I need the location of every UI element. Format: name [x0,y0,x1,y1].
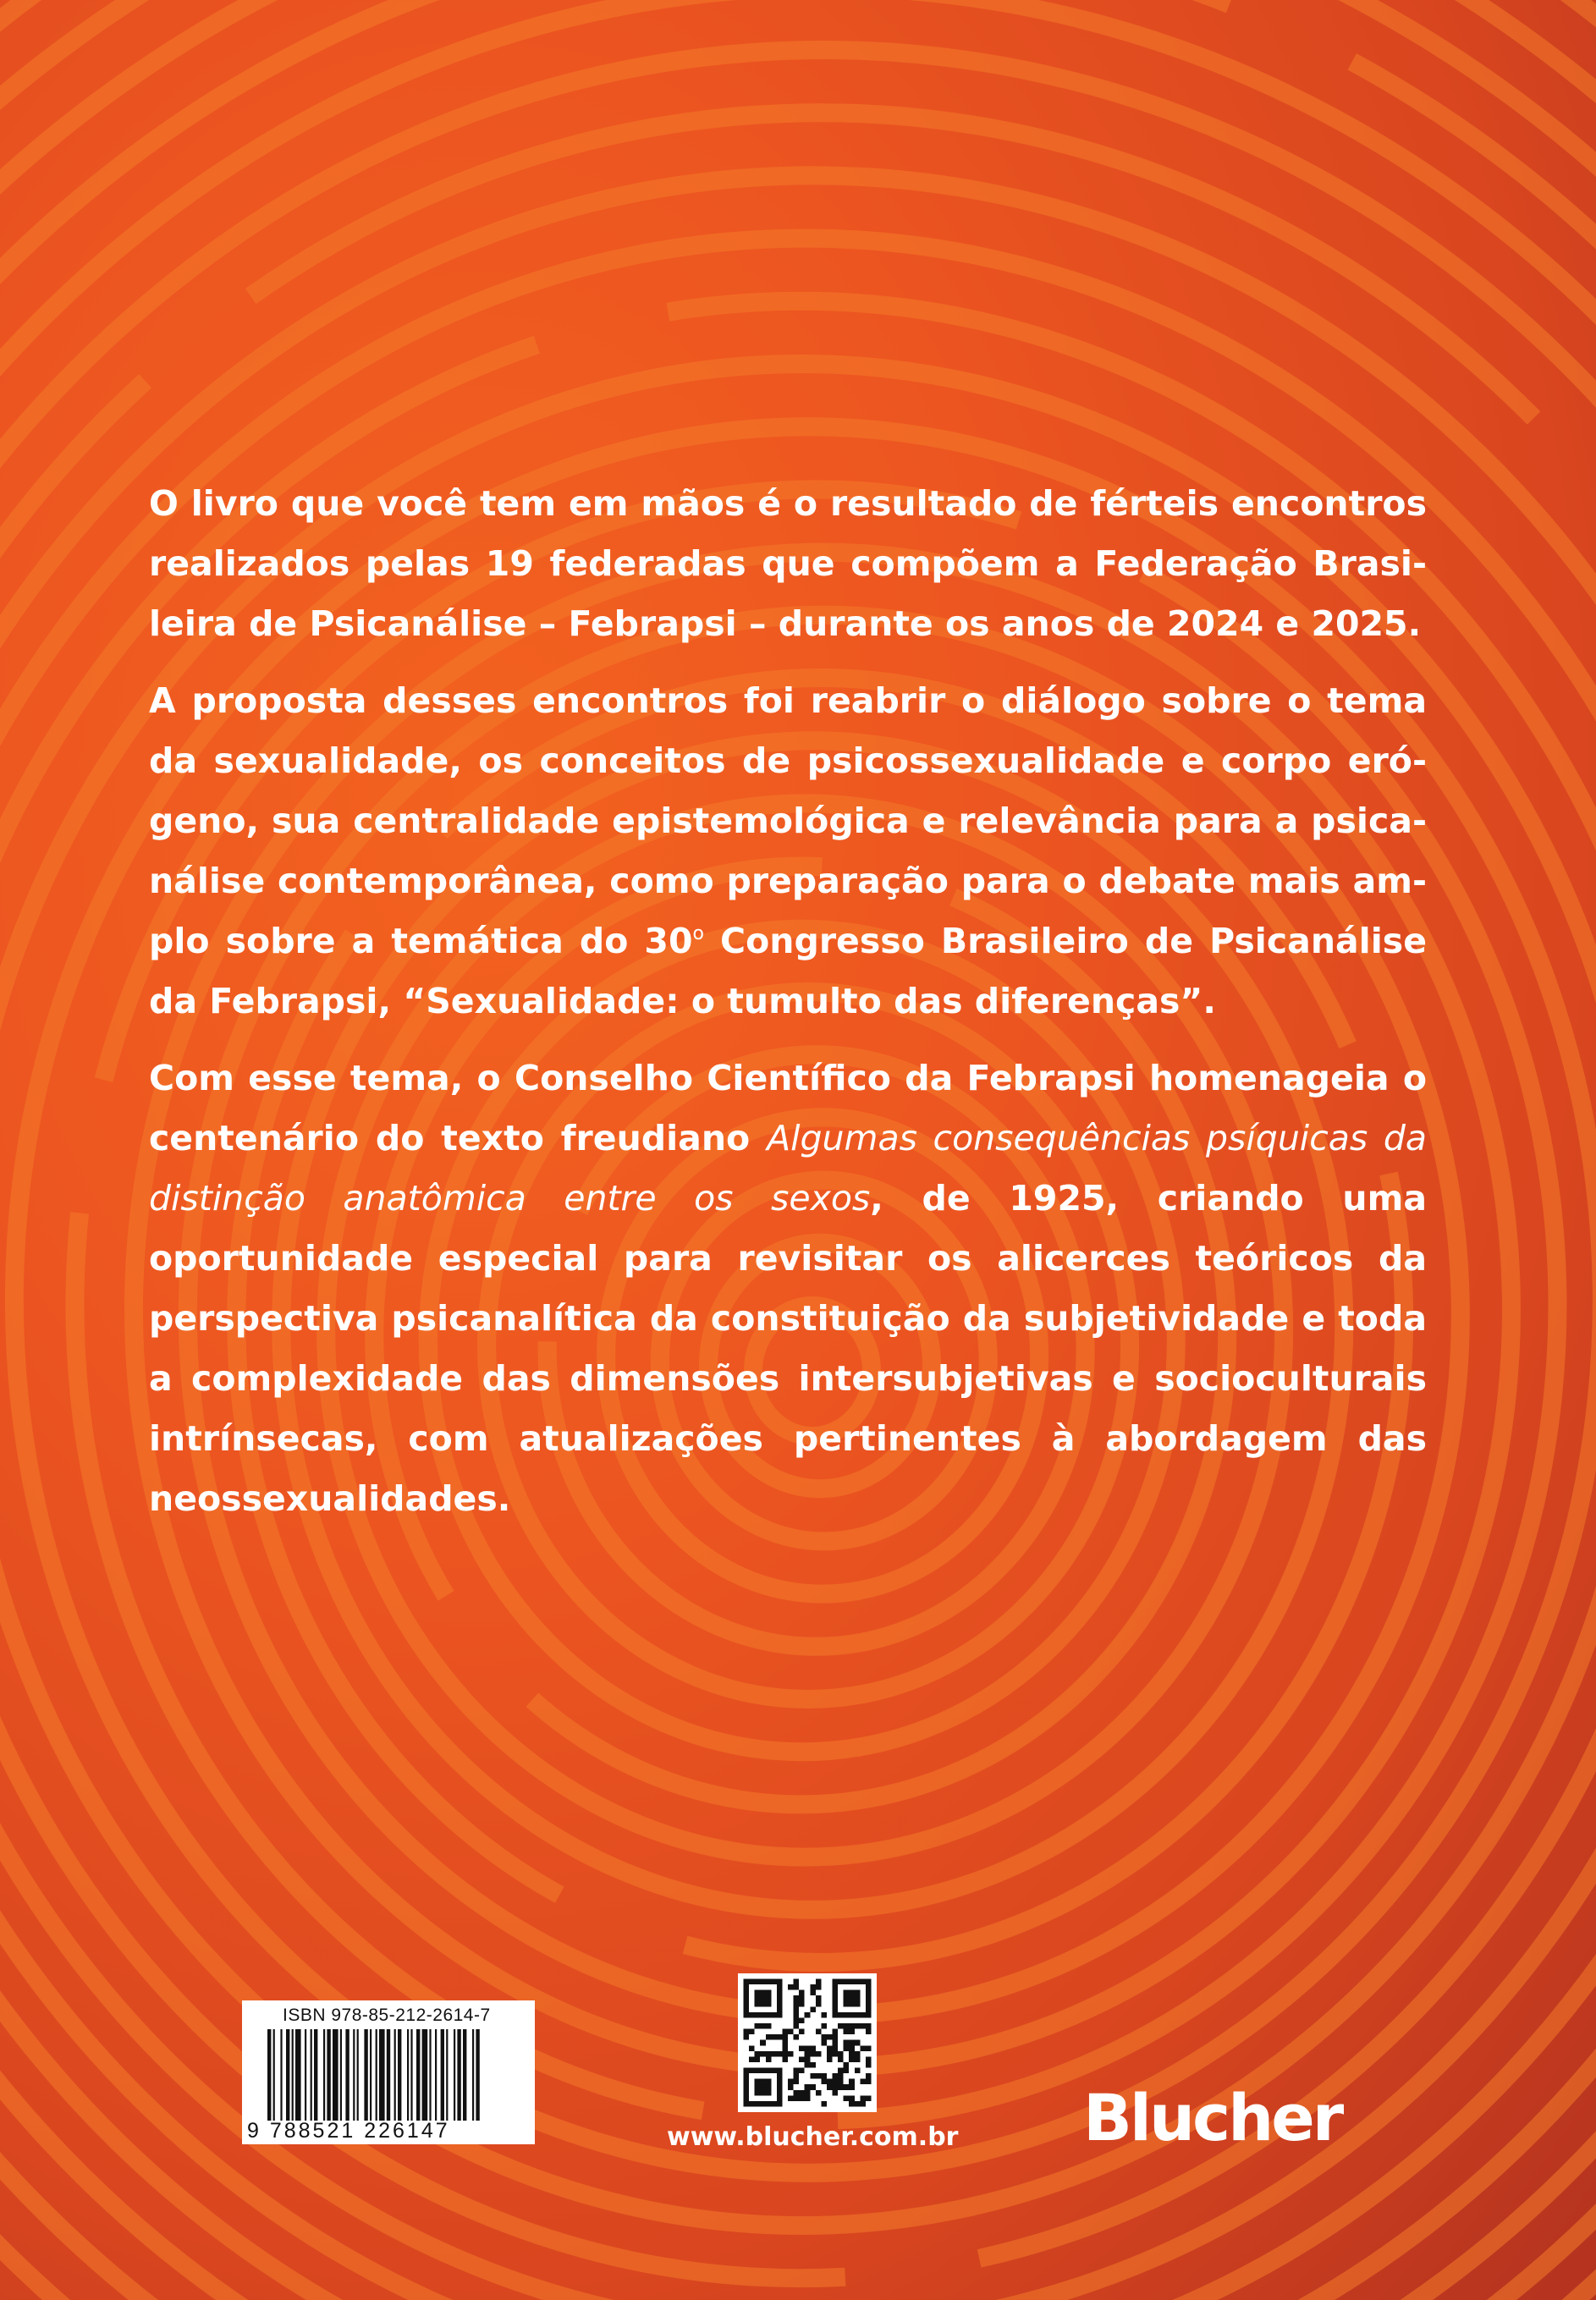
qr-module [788,2079,794,2085]
barcode-bar [422,2029,428,2121]
qr-module [849,2029,855,2035]
qr-module [755,2051,761,2057]
qr-module [782,2051,788,2057]
qr-module [838,2084,844,2090]
qr-module [821,2101,827,2107]
qr-module [744,2034,750,2040]
qr-module [771,2068,777,2074]
qr-module [755,2056,761,2062]
qr-module [844,2062,850,2068]
qr-module [777,2073,783,2079]
qr-module [833,2084,839,2090]
qr-module [838,2012,844,2018]
qr-module [794,1995,800,2001]
barcode-bar [333,2029,338,2121]
qr-module [766,1995,772,2001]
qr-module [855,2040,861,2046]
qr-module [866,2095,872,2101]
qr-module [777,1984,783,1990]
qr-module [744,2073,750,2079]
qr-module [849,2001,855,2007]
qr-module [794,2095,800,2101]
qr-module [777,1995,783,2001]
qr-module [782,2056,788,2062]
qr-module [760,2079,766,2085]
qr-module [744,2006,750,2012]
qr-module [860,2101,866,2107]
qr-module [805,2012,811,2018]
qr-module [766,2056,772,2062]
website-url[interactable]: www.blucher.com.br [667,2122,959,2152]
qr-module [777,1979,783,1985]
blurb-p3-text-a: Com esse tema, o Conselho Científico da Febrapsi homenageia o centenário do texto freudiano [149,1058,1427,1158]
barcode-bar [357,2029,359,2121]
barcode-bar [267,2029,271,2121]
blurb-text [149,474,1427,1546]
qr-module [788,2095,794,2101]
barcode-bar [376,2029,377,2121]
barcode-bar [327,2029,330,2121]
qr-module [816,1984,822,1990]
barcode-bar [273,2029,275,2121]
freud-title: Algumas consequências psíquicas da distinção anatômica entre os sexos [149,1118,1427,1219]
barcode-bar [379,2029,385,2121]
qr-module [766,2079,772,2085]
qr-module [805,2062,811,2068]
qr-module [810,1990,816,1996]
qr-module [833,1995,839,2001]
qr-module [777,2051,783,2057]
qr-module [866,1995,872,2001]
qr-module [744,2084,750,2090]
qr-module [777,2034,783,2040]
qr-module [833,2045,839,2051]
qr-module [855,1990,861,1996]
qr-module [755,2090,761,2096]
qr-module [827,2084,833,2090]
qr-module [816,2073,822,2079]
qr-module [844,1990,850,1996]
qr-module [777,2079,783,2085]
barcode-icon [242,2029,535,2122]
qr-module [833,1979,839,1985]
qr-module [849,2101,855,2107]
blurb-p2-text-b: Congresso Brasileiro de Psicanálise da Febrapsi, “Sexualidade: o tumulto das diferenças”. [149,921,1428,1021]
qr-module [766,2034,772,2040]
qr-module [855,2056,861,2062]
qr-module [760,2101,766,2107]
qr-module [805,2095,811,2101]
qr-module [749,2056,755,2062]
qr-module [849,2056,855,2062]
qr-module [838,2068,844,2074]
qr-module [849,1979,855,1985]
qr-module [827,2051,833,2057]
qr-module [816,2051,822,2057]
barcode-digits: 9 788521 226147 [247,2119,450,2143]
ordinal-indicator: o [692,923,704,944]
qr-module [844,1979,850,1985]
barcode-bar [295,2029,301,2121]
qr-module [866,2006,872,2012]
qr-module [833,2029,839,2035]
qr-module [794,2034,800,2040]
qr-module [833,2051,839,2057]
qr-module [777,1990,783,1996]
qr-module [833,2001,839,2007]
barcode-bar [305,2029,306,2121]
qr-module [788,2029,794,2035]
qr-module [766,2051,772,2057]
qr-module [782,2045,788,2051]
qr-module [799,1995,805,2001]
qr-module [760,2040,766,2046]
qr-module [744,1990,750,1996]
qr-module [799,1990,805,1996]
qr-module [755,2084,761,2090]
barcode-bar [407,2029,409,2121]
qr-module [755,1995,761,2001]
qr-module [805,2056,811,2062]
qr-module [821,2023,827,2029]
qr-module [821,2034,827,2040]
qr-module [788,2051,794,2057]
qr-module [844,2068,850,2074]
qr-module [833,2012,839,2018]
qr-module [866,1984,872,1990]
qr-module [760,1979,766,1985]
qr-module [794,2006,800,2012]
barcode-bar [435,2029,437,2121]
qr-module [788,2084,794,2090]
qr-code-icon[interactable] [738,1973,877,2112]
qr-module [860,2012,866,2018]
qr-module [849,2051,855,2057]
qr-module [827,2079,833,2085]
barcode-bar [416,2029,420,2121]
qr-module [794,2012,800,2018]
qr-module [855,2001,861,2007]
qr-module [844,2040,850,2046]
qr-module [866,2079,872,2085]
barcode-bar [429,2029,431,2121]
qr-module [755,1979,761,1985]
qr-module [833,2040,839,2046]
qr-module [744,2068,750,2074]
qr-module [771,1979,777,1985]
qr-module [744,2090,750,2096]
barcode-bar [472,2029,474,2121]
qr-module [860,2095,866,2101]
qr-module [844,2045,850,2051]
qr-module [760,1990,766,1996]
qr-module [816,2090,822,2096]
qr-module [821,2040,827,2046]
qr-module [771,2051,777,2057]
qr-module [833,2073,839,2079]
qr-module [805,2084,811,2090]
qr-module [821,2012,827,2018]
blurb-paragraph-2 [149,671,1427,1032]
qr-module [766,2023,772,2029]
qr-module [855,2012,861,2018]
qr-module [755,2068,761,2074]
qr-module [760,2051,766,2057]
qr-module [844,1995,850,2001]
qr-module [760,2090,766,2096]
qr-module [777,2095,783,2101]
qr-module [799,2056,805,2062]
qr-module [805,2045,811,2051]
qr-module [855,2051,861,2057]
qr-module [855,1979,861,1985]
isbn-label: ISBN 978-85-212-2614-7 [283,2006,491,2025]
qr-module [794,1979,800,1985]
qr-module [810,2051,816,2057]
qr-module [849,2095,855,2101]
qr-module [821,2073,827,2079]
barcode-bar [463,2029,466,2121]
barcode-bar [446,2029,448,2121]
qr-module [766,2084,772,2090]
qr-module [810,2006,816,2012]
qr-module [844,2001,850,2007]
qr-module [866,2001,872,2007]
qr-module [777,2090,783,2096]
blurb-paragraph-3 [149,1048,1427,1529]
qr-module [799,2001,805,2007]
qr-module [866,2029,872,2035]
qr-module [794,2001,800,2007]
qr-module [755,2079,761,2085]
qr-module [838,1979,844,1985]
qr-module [810,2045,816,2051]
qr-module [866,2062,872,2068]
qr-module [749,1979,755,1985]
qr-module [766,1979,772,1985]
qr-module [771,2034,777,2040]
qr-module [766,2001,772,2007]
barcode-bar [454,2029,455,2121]
barcode-bar [345,2029,349,2121]
qr-module [755,2101,761,2107]
qr-module [744,2001,750,2007]
blurb-p1-text: O livro que você tem em mãos é o resultado de férteis encontros realizados pelas 19 federadas que compõem a Federação Brasileira de Psicanálise – Febrapsi – durante os anos de 2024 e 2025. [149,483,1427,644]
qr-module [816,2001,822,2007]
qr-module [788,1984,794,1990]
qr-module [810,1984,816,1990]
qr-module [855,2068,861,2074]
qr-module [777,2084,783,2090]
qr-module [744,1979,750,1985]
qr-module [755,2012,761,2018]
barcode-bar [441,2029,444,2121]
qr-module [799,2090,805,2096]
barcode-bar [286,2029,289,2121]
barcode-bar [340,2029,342,2121]
barcode-bar [323,2029,325,2121]
qr-module [827,2045,833,2051]
qr-module [810,2084,816,2090]
qr-module [794,2090,800,2096]
blurb-p3-text-b: , de 1925, criando uma oportunidade especial para revisitar os alicerces teóricos da perspectiva psicanalítica da constituição da subjetividade e toda a complexidade das dimensões intersubjetivas e socioculturais intrínsecas, com atualizações pertinentes à abordagem das neossexualidades. [149,1178,1427,1519]
qr-module [744,1995,750,2001]
qr-module [866,2023,872,2029]
qr-module [799,2029,805,2035]
qr-module [805,2051,811,2057]
qr-module [849,2079,855,2085]
qr-module [855,1995,861,2001]
qr-module [744,2012,750,2018]
qr-module [760,2001,766,2007]
qr-module [849,2045,855,2051]
qr-module [749,2101,755,2107]
qr-module [777,2001,783,2007]
qr-module [777,2068,783,2074]
qr-module [782,2040,788,2046]
qr-module [816,1979,822,1985]
barcode-bar [410,2029,412,2121]
qr-module [866,2073,872,2079]
qr-module [760,2084,766,2090]
qr-module [805,2090,811,2096]
barcode-bar [394,2029,396,2121]
qr-module [749,2045,755,2051]
publisher-logo: Blucher [1083,2080,1342,2155]
qr-module [860,1979,866,1985]
qr-module [860,2023,866,2029]
qr-module [766,2090,772,2096]
qr-module [838,2056,844,2062]
qr-module [844,2029,850,2035]
qr-module [849,2023,855,2029]
qr-module [799,2045,805,2051]
qr-module [849,2012,855,2018]
barcode-bar [311,2029,312,2121]
qr-module [744,2029,750,2035]
qr-module [866,1979,872,1985]
qr-module [833,2090,839,2096]
barcode-bar [457,2029,460,2121]
qr-module [744,2079,750,2085]
qr-module [838,2051,844,2057]
qr-module [799,2068,805,2074]
qr-module [766,1990,772,1996]
qr-module [849,2040,855,2046]
qr-module [755,2023,761,2029]
barcode-bar [364,2029,367,2121]
qr-module [777,2012,783,2018]
barcode-bar [387,2029,390,2121]
qr-module [816,2029,822,2035]
qr-module [760,2023,766,2029]
qr-module [744,1984,750,1990]
qr-module [766,2101,772,2107]
qr-module [833,2006,839,2012]
qr-module [816,1995,822,2001]
qr-module [810,2062,816,2068]
qr-module [833,1990,839,1996]
blurb-p2-text-a: A proposta desses encontros foi reabrir o diálogo sobre o tema da sexualidade, os conceitos de psicossexualidade e corpo erógeno, sua centralidade epistemológica e relevância para a psicanálise contemporânea, como preparação para o debate mais amplo sobre a temática do 30 [149,680,1427,961]
barcode-bar [314,2029,317,2121]
qr-module [749,2068,755,2074]
qr-module [755,2001,761,2007]
qr-module [794,2073,800,2079]
qr-module [827,2056,833,2062]
qr-module [844,2084,850,2090]
barcode-bar [292,2029,294,2121]
barcode-bar [280,2029,282,2121]
qr-module [766,2068,772,2074]
qr-module [760,2012,766,2018]
qr-module [844,2095,850,2101]
qr-module [766,2012,772,2018]
qr-module [794,2023,800,2029]
qr-module [777,2101,783,2107]
qr-module [749,2012,755,2018]
qr-module [849,1990,855,1996]
qr-module [810,2073,816,2079]
qr-module [838,2073,844,2079]
isbn-barcode [242,2000,535,2144]
qr-module [771,2101,777,2107]
qr-module [760,1995,766,2001]
qr-module [855,2101,861,2107]
barcode-bar [353,2029,355,2121]
qr-module [794,1984,800,1990]
qr-module [799,2017,805,2023]
barcode-bar [370,2029,371,2121]
qr-module [749,2029,755,2035]
qr-module [860,2045,866,2051]
qr-module [777,2006,783,2012]
barcode-bar [476,2029,479,2121]
qr-module [794,2068,800,2074]
qr-module [782,2029,788,2035]
qr-module [866,1990,872,1996]
qr-module [855,2023,861,2029]
qr-module [771,2012,777,2018]
qr-module [821,2079,827,2085]
qr-module [844,2012,850,2018]
qr-module [827,2034,833,2040]
blurb-paragraph-1 [149,474,1427,654]
qr-module [838,2023,844,2029]
qr-module [866,2056,872,2062]
qr-module [744,2095,750,2101]
qr-module [866,2045,872,2051]
qr-module [755,1990,761,1996]
barcode-bar [398,2029,401,2121]
qr-module [849,1995,855,2001]
qr-module [833,2034,839,2040]
qr-module [799,2095,805,2101]
qr-module [833,1984,839,1990]
qr-module [833,2079,839,2085]
qr-module [782,2034,788,2040]
qr-module [844,2023,850,2029]
qr-module [866,2012,872,2018]
qr-module [849,2084,855,2090]
qr-module [860,2079,866,2085]
qr-module [794,2017,800,2023]
qr-module [838,2079,844,2085]
qr-module [760,2068,766,2074]
qr-module [744,2101,750,2107]
qr-module [794,2079,800,2085]
